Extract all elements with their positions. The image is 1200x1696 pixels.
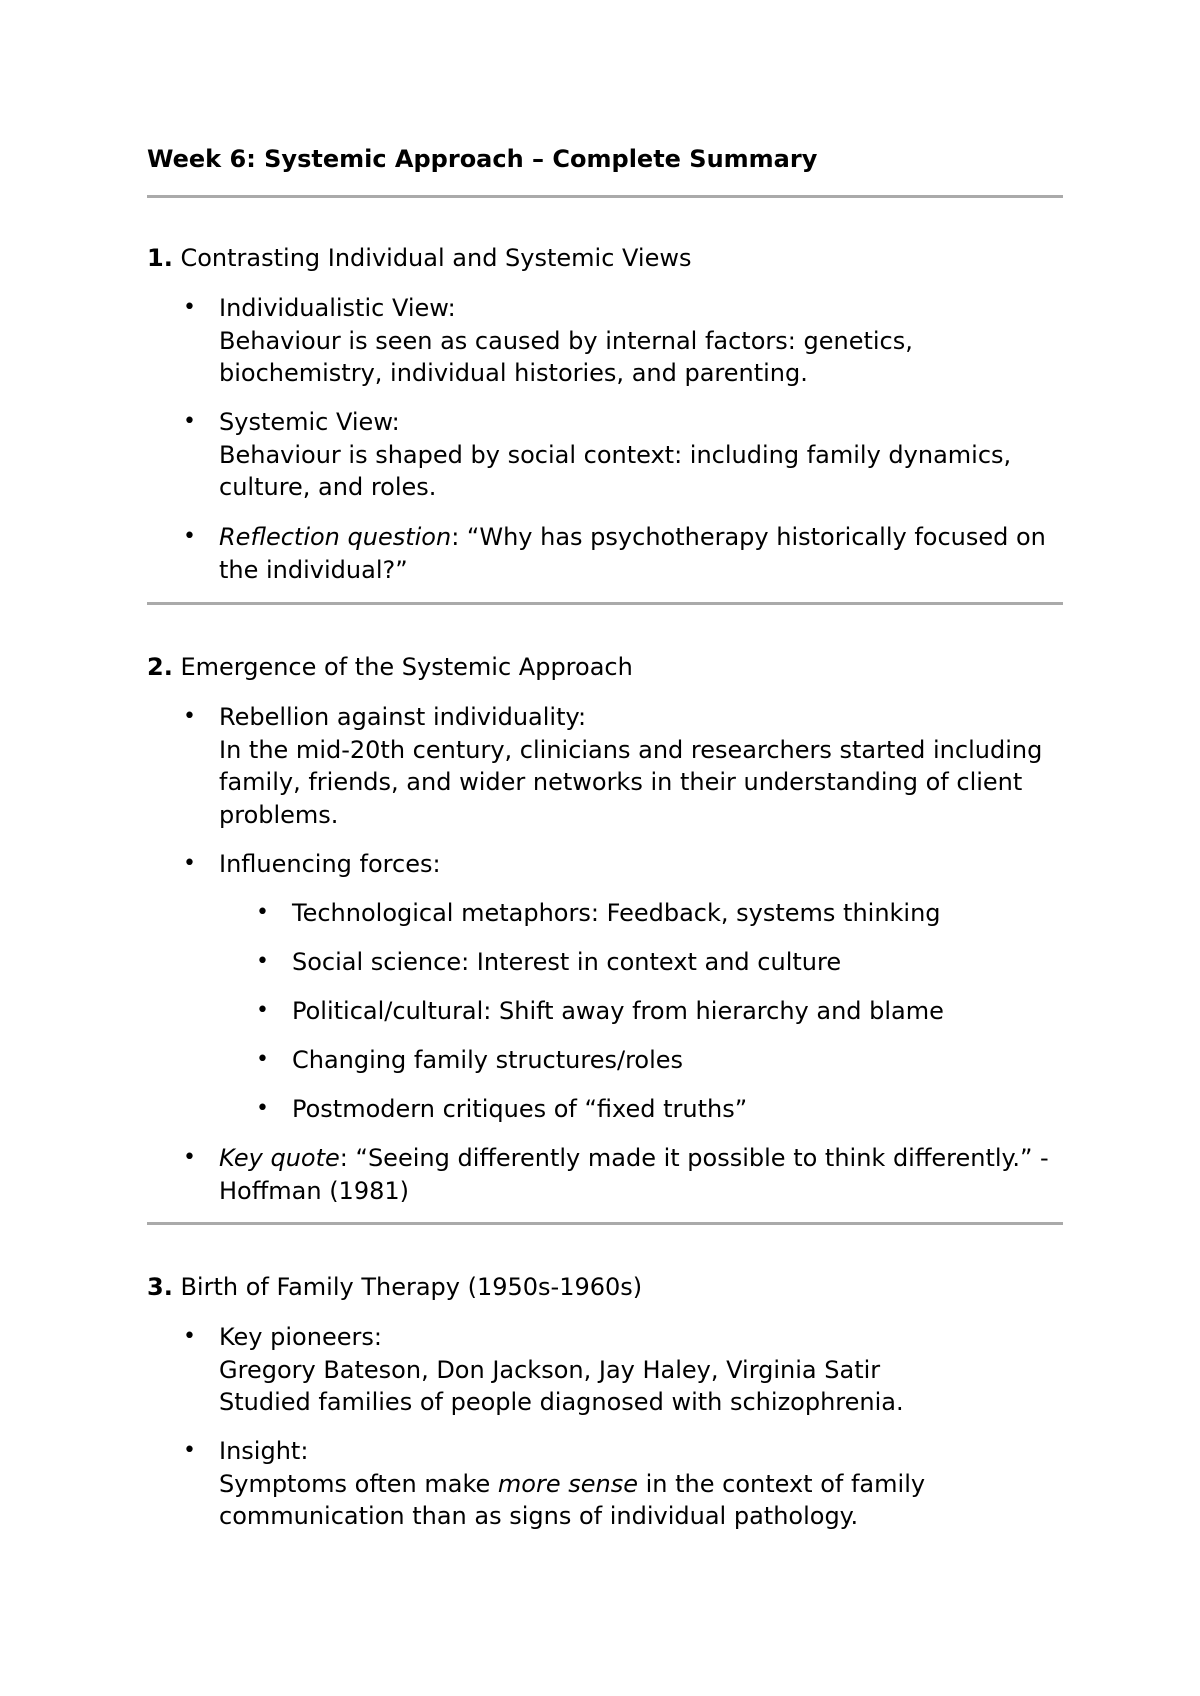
item-body-line: communication than as signs of individual pathology. — [219, 1502, 859, 1530]
bullet-icon: • — [256, 900, 269, 925]
list-item-key-quote — [183, 1142, 1079, 1207]
item-body-line: culture, and roles. — [219, 473, 437, 501]
sub-item-text: Postmodern critiques of “fixed truths” — [292, 1095, 748, 1123]
section-title: Contrasting Individual and Systemic Views — [180, 244, 692, 272]
section-title: Emergence of the Systemic Approach — [180, 653, 633, 681]
item-body-line: the individual?” — [219, 555, 408, 584]
bullet-icon: • — [183, 409, 196, 434]
bullet-icon: • — [183, 1145, 196, 1170]
item-body-line: family, friends, and wider networks in their understanding of client — [219, 768, 1023, 796]
item-text: in the context of family — [637, 1469, 926, 1498]
bullet-icon: • — [256, 1047, 269, 1072]
bullet-icon: • — [256, 998, 269, 1023]
list-item-key-pioneers — [183, 1321, 1079, 1419]
item-body-line: Behaviour is shaped by social context: including family dynamics, — [219, 440, 1012, 469]
list-item-individualistic-view — [183, 292, 1079, 390]
section-title: Birth of Family Therapy (1950s-1960s) — [180, 1273, 643, 1301]
divider — [147, 195, 1063, 198]
section-heading-1 — [147, 241, 692, 275]
section-number: 1. — [147, 244, 173, 272]
item-label: Influencing forces: — [219, 850, 441, 878]
section-number: 2. — [147, 653, 173, 681]
item-label: Key pioneers: — [219, 1323, 382, 1351]
list-item-systemic-view — [183, 406, 1079, 504]
section-heading-3 — [147, 1270, 642, 1304]
list-item-rebellion — [183, 701, 1079, 831]
item-line — [219, 1142, 1079, 1175]
list-item-influencing-forces — [183, 848, 1079, 881]
bullet-icon: • — [183, 1324, 196, 1349]
section-number: 3. — [147, 1273, 173, 1301]
divider — [147, 1222, 1063, 1225]
bullet-icon: • — [183, 295, 196, 320]
item-emphasis: more sense — [497, 1469, 638, 1498]
item-body-line: Behaviour is seen as caused by internal factors: genetics, — [219, 326, 913, 355]
sub-item-technological — [256, 897, 1072, 930]
list-item-insight — [183, 1435, 1079, 1533]
item-body-line: Studied families of people diagnosed with schizophrenia. — [219, 1388, 904, 1416]
item-body-line — [219, 1468, 1079, 1501]
sub-item-text: Social science: Interest in context and culture — [292, 948, 842, 976]
bullet-icon: • — [256, 949, 269, 974]
document-title: Week 6: Systemic Approach – Complete Summary — [147, 145, 818, 173]
bullet-icon: • — [183, 524, 196, 549]
divider — [147, 602, 1063, 605]
sub-item-text: Technological metaphors: Feedback, systems thinking — [292, 899, 941, 927]
sub-item-social-science — [256, 946, 1072, 979]
item-body-line: biochemistry, individual histories, and parenting. — [219, 359, 808, 387]
sub-item-text: Changing family structures/roles — [292, 1046, 684, 1074]
sub-item-family-structures — [256, 1044, 1072, 1077]
section-heading-2 — [147, 650, 633, 684]
item-body-line: In the mid-20th century, clinicians and researchers started including — [219, 735, 1043, 764]
item-body-line: Gregory Bateson, Don Jackson, Jay Haley, Virginia Satir — [219, 1355, 881, 1384]
bullet-icon: • — [183, 1438, 196, 1463]
item-label: Insight: — [219, 1437, 309, 1465]
item-emphasis: Reflection question — [219, 523, 452, 551]
bullet-icon: • — [183, 851, 196, 876]
item-text: : “Why has psychotherapy historically focused on — [451, 523, 1046, 551]
item-text: Symptoms often make — [219, 1469, 498, 1498]
bullet-icon: • — [256, 1096, 269, 1121]
item-line — [219, 521, 1079, 554]
item-body-line: problems. — [219, 800, 339, 829]
item-label: Rebellion against individuality: — [219, 703, 587, 731]
sub-item-postmodern — [256, 1093, 1072, 1126]
sub-item-text: Political/cultural: Shift away from hierarchy and blame — [292, 997, 944, 1025]
item-text: : “Seeing differently made it possible to think differently.” - — [339, 1144, 1049, 1172]
bullet-icon: • — [183, 704, 196, 729]
item-label: Systemic View: — [219, 408, 400, 436]
list-item-reflection-question — [183, 521, 1079, 586]
sub-item-political — [256, 995, 1072, 1028]
item-label: Individualistic View: — [219, 294, 456, 322]
item-body-line: Hoffman (1981) — [219, 1176, 409, 1205]
item-emphasis: Key quote — [219, 1144, 340, 1172]
